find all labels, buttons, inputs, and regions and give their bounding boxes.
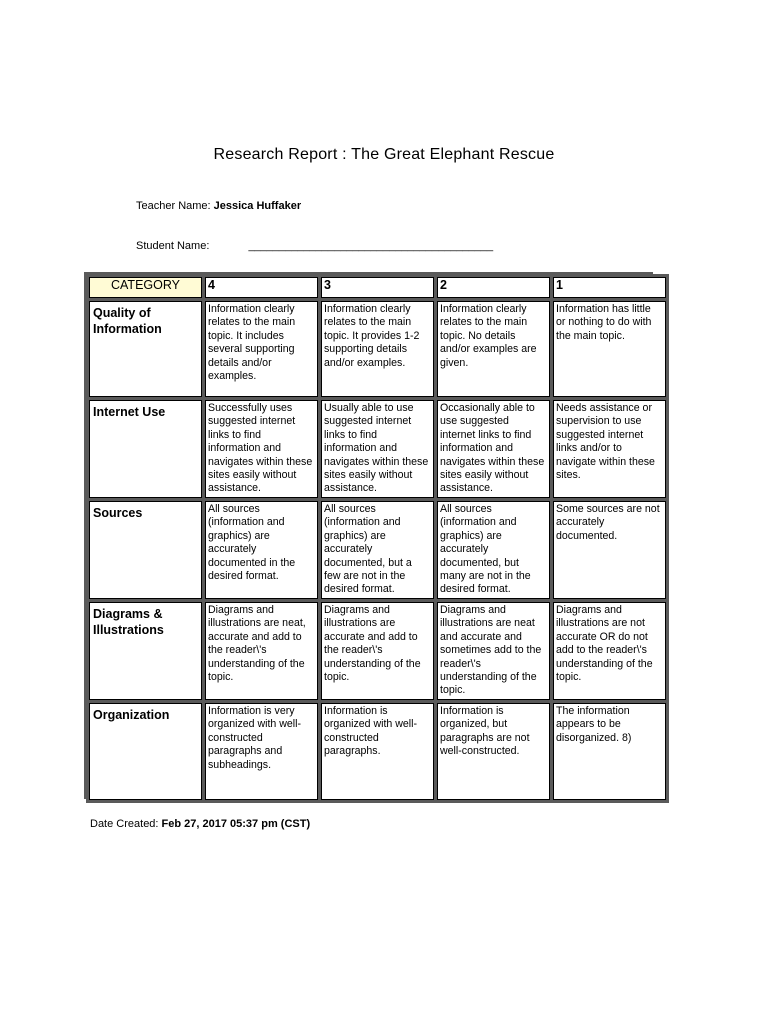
row-category: Diagrams & Illustrations xyxy=(89,602,202,700)
date-created-value: Feb 27, 2017 05:37 pm (CST) xyxy=(161,818,311,830)
teacher-name-value: Jessica Huffaker xyxy=(213,200,302,212)
teacher-name-line xyxy=(136,200,301,212)
rubric-cell: Information clearly relates to the main topic. No details and/or examples are given. xyxy=(437,301,550,397)
table-row xyxy=(89,602,666,700)
header-category: CATEGORY xyxy=(89,277,202,298)
rubric-header-row xyxy=(89,277,666,298)
rubric-cell: All sources (information and graphics) are accurately documented, but a few are not in the desired format. xyxy=(321,501,434,599)
page-title: Research Report : The Great Elephant Rescue xyxy=(213,146,555,163)
rubric-table xyxy=(86,274,669,803)
rubric-cell: Some sources are not accurately documented. xyxy=(553,501,666,599)
rubric-cell: Successfully uses suggested internet links to find information and navigates within these sites easily without assistance. xyxy=(205,400,318,498)
date-created-label: Date Created: xyxy=(90,818,159,830)
table-row xyxy=(89,400,666,498)
rubric-cell: Diagrams and illustrations are neat, accurate and add to the reader\'s understanding of the topic. xyxy=(205,602,318,700)
rubric-cell: Diagrams and illustrations are accurate and add to the reader\'s understanding of the topic. xyxy=(321,602,434,700)
rubric-cell: Information is organized with well-constructed paragraphs. xyxy=(321,703,434,800)
rubric-cell: Information is organized, but paragraphs are not well-constructed. xyxy=(437,703,550,800)
row-category: Sources xyxy=(89,501,202,599)
rubric-cell: Information has little or nothing to do with the main topic. xyxy=(553,301,666,397)
header-score-1: 1 xyxy=(553,277,666,298)
rubric-cell: Usually able to use suggested internet links to find information and navigates within these sites easily without assistance. xyxy=(321,400,434,498)
rubric-cell: Information is very organized with well-constructed paragraphs and subheadings. xyxy=(205,703,318,800)
rubric-cell: All sources (information and graphics) are accurately documented, but many are not in the desired format. xyxy=(437,501,550,599)
student-name-line xyxy=(136,240,493,252)
rubric-cell: Information clearly relates to the main topic. It provides 1-2 supporting details and/or examples. xyxy=(321,301,434,397)
header-score-4: 4 xyxy=(205,277,318,298)
rubric-cell: The information appears to be disorganized. 8) xyxy=(553,703,666,800)
rubric-table-frame xyxy=(84,272,660,799)
rubric-cell: Occasionally able to use suggested internet links to find information and navigates within these sites easily without assistance. xyxy=(437,400,550,498)
row-category: Quality of Information xyxy=(89,301,202,397)
student-name-label: Student Name: xyxy=(136,240,210,252)
table-row xyxy=(89,301,666,397)
rubric-cell: Information clearly relates to the main topic. It includes several supporting details and/or examples. xyxy=(205,301,318,397)
header-score-2: 2 xyxy=(437,277,550,298)
header-score-3: 3 xyxy=(321,277,434,298)
table-row xyxy=(89,703,666,800)
rubric-cell: Needs assistance or supervision to use suggested internet links and/or to navigate within these sites. xyxy=(553,400,666,498)
date-created-line xyxy=(90,818,310,830)
table-row xyxy=(89,501,666,599)
rubric-cell: All sources (information and graphics) are accurately documented in the desired format. xyxy=(205,501,318,599)
rubric-cell: Diagrams and illustrations are not accurate OR do not add to the reader\'s understanding of the topic. xyxy=(553,602,666,700)
row-category: Organization xyxy=(89,703,202,800)
student-name-blank: ________________________________________ xyxy=(248,240,494,252)
rubric-cell: Diagrams and illustrations are neat and accurate and sometimes add to the reader\'s understanding of the topic. xyxy=(437,602,550,700)
teacher-name-label: Teacher Name: xyxy=(136,200,211,212)
row-category: Internet Use xyxy=(89,400,202,498)
